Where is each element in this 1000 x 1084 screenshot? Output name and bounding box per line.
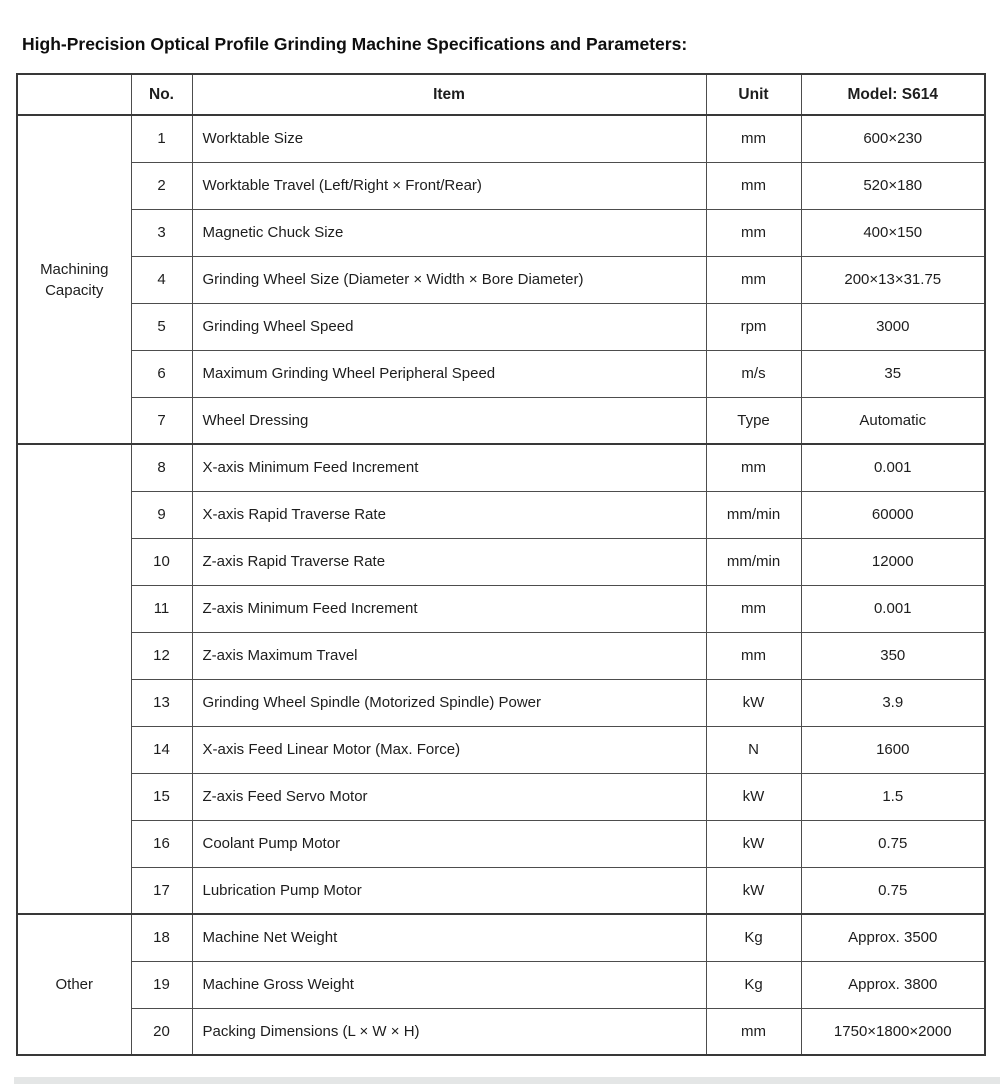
row-no-cell: 5 <box>131 303 192 350</box>
row-value-cell: 1750×1800×2000 <box>801 1008 985 1055</box>
row-no-cell: 10 <box>131 538 192 585</box>
table-row <box>17 961 985 1008</box>
table-row <box>17 820 985 867</box>
row-unit-cell: mm <box>706 632 801 679</box>
row-unit-cell: mm/min <box>706 491 801 538</box>
table-row <box>17 491 985 538</box>
table-row <box>17 867 985 914</box>
row-item-cell: Z-axis Feed Servo Motor <box>192 773 706 820</box>
table-row <box>17 397 985 444</box>
table-row <box>17 115 985 162</box>
table-row <box>17 773 985 820</box>
row-unit-cell: mm <box>706 444 801 491</box>
row-no-cell: 11 <box>131 585 192 632</box>
row-unit-cell: mm <box>706 209 801 256</box>
header-cell-model: Model: S614 <box>801 74 985 115</box>
row-item-cell: Wheel Dressing <box>192 397 706 444</box>
row-item-cell: Maximum Grinding Wheel Peripheral Speed <box>192 350 706 397</box>
row-no-cell: 20 <box>131 1008 192 1055</box>
row-value-cell: 1.5 <box>801 773 985 820</box>
row-unit-cell: m/s <box>706 350 801 397</box>
table-row <box>17 256 985 303</box>
row-no-cell: 6 <box>131 350 192 397</box>
spec-table-body <box>17 115 985 1055</box>
row-value-cell: 0.75 <box>801 867 985 914</box>
row-unit-cell: kW <box>706 679 801 726</box>
row-item-cell: X-axis Minimum Feed Increment <box>192 444 706 491</box>
header-row <box>17 74 985 115</box>
row-unit-cell: kW <box>706 820 801 867</box>
row-value-cell: 12000 <box>801 538 985 585</box>
row-value-cell: 1600 <box>801 726 985 773</box>
row-item-cell: Grinding Wheel Size (Diameter × Width × Bore Diameter) <box>192 256 706 303</box>
row-no-cell: 18 <box>131 914 192 961</box>
row-item-cell: Coolant Pump Motor <box>192 820 706 867</box>
table-row <box>17 209 985 256</box>
row-value-cell: 600×230 <box>801 115 985 162</box>
row-item-cell: Z-axis Rapid Traverse Rate <box>192 538 706 585</box>
header-cell-item: Item <box>192 74 706 115</box>
group-label-cell: Other <box>17 914 131 1055</box>
table-row <box>17 538 985 585</box>
row-no-cell: 8 <box>131 444 192 491</box>
row-value-cell: 0.001 <box>801 444 985 491</box>
table-row <box>17 444 985 491</box>
row-value-cell: 350 <box>801 632 985 679</box>
row-value-cell: 400×150 <box>801 209 985 256</box>
row-unit-cell: mm <box>706 585 801 632</box>
row-value-cell: 35 <box>801 350 985 397</box>
row-unit-cell: N <box>706 726 801 773</box>
row-no-cell: 13 <box>131 679 192 726</box>
row-item-cell: Lubrication Pump Motor <box>192 867 706 914</box>
row-no-cell: 9 <box>131 491 192 538</box>
table-row <box>17 350 985 397</box>
header-cell-group <box>17 74 131 115</box>
table-row <box>17 1008 985 1055</box>
bottom-divider <box>14 1077 1000 1084</box>
row-item-cell: Grinding Wheel Speed <box>192 303 706 350</box>
row-no-cell: 7 <box>131 397 192 444</box>
table-row <box>17 914 985 961</box>
group-label-cell <box>17 444 131 914</box>
row-item-cell: Z-axis Maximum Travel <box>192 632 706 679</box>
header-cell-unit: Unit <box>706 74 801 115</box>
row-no-cell: 14 <box>131 726 192 773</box>
header-cell-no: No. <box>131 74 192 115</box>
row-no-cell: 17 <box>131 867 192 914</box>
row-unit-cell: kW <box>706 773 801 820</box>
row-item-cell: Packing Dimensions (L × W × H) <box>192 1008 706 1055</box>
row-value-cell: 200×13×31.75 <box>801 256 985 303</box>
row-unit-cell: mm <box>706 256 801 303</box>
row-value-cell: 0.75 <box>801 820 985 867</box>
row-value-cell: 3.9 <box>801 679 985 726</box>
table-row <box>17 162 985 209</box>
row-unit-cell: Type <box>706 397 801 444</box>
row-item-cell: Worktable Travel (Left/Right × Front/Rear) <box>192 162 706 209</box>
page-title: High-Precision Optical Profile Grinding Machine Specifications and Parameters: <box>22 34 688 54</box>
row-value-cell: 3000 <box>801 303 985 350</box>
row-no-cell: 3 <box>131 209 192 256</box>
row-value-cell: Automatic <box>801 397 985 444</box>
row-unit-cell: mm <box>706 162 801 209</box>
row-item-cell: Machine Net Weight <box>192 914 706 961</box>
table-row <box>17 303 985 350</box>
row-unit-cell: mm <box>706 1008 801 1055</box>
row-unit-cell: kW <box>706 867 801 914</box>
row-item-cell: Worktable Size <box>192 115 706 162</box>
row-unit-cell: Kg <box>706 914 801 961</box>
row-unit-cell: mm <box>706 115 801 162</box>
row-value-cell: Approx. 3800 <box>801 961 985 1008</box>
spec-table <box>16 73 986 1056</box>
row-value-cell: 0.001 <box>801 585 985 632</box>
row-no-cell: 19 <box>131 961 192 1008</box>
row-value-cell: 520×180 <box>801 162 985 209</box>
table-row <box>17 632 985 679</box>
group-label-cell: Machining Capacity <box>17 115 131 444</box>
row-value-cell: 60000 <box>801 491 985 538</box>
row-no-cell: 1 <box>131 115 192 162</box>
row-unit-cell: rpm <box>706 303 801 350</box>
table-row <box>17 679 985 726</box>
row-item-cell: Z-axis Minimum Feed Increment <box>192 585 706 632</box>
table-row <box>17 585 985 632</box>
row-no-cell: 15 <box>131 773 192 820</box>
row-item-cell: X-axis Feed Linear Motor (Max. Force) <box>192 726 706 773</box>
row-no-cell: 16 <box>131 820 192 867</box>
row-item-cell: X-axis Rapid Traverse Rate <box>192 491 706 538</box>
row-unit-cell: mm/min <box>706 538 801 585</box>
row-no-cell: 4 <box>131 256 192 303</box>
row-item-cell: Grinding Wheel Spindle (Motorized Spindle) Power <box>192 679 706 726</box>
row-item-cell: Magnetic Chuck Size <box>192 209 706 256</box>
row-no-cell: 12 <box>131 632 192 679</box>
row-unit-cell: Kg <box>706 961 801 1008</box>
row-value-cell: Approx. 3500 <box>801 914 985 961</box>
row-item-cell: Machine Gross Weight <box>192 961 706 1008</box>
row-no-cell: 2 <box>131 162 192 209</box>
table-row <box>17 726 985 773</box>
